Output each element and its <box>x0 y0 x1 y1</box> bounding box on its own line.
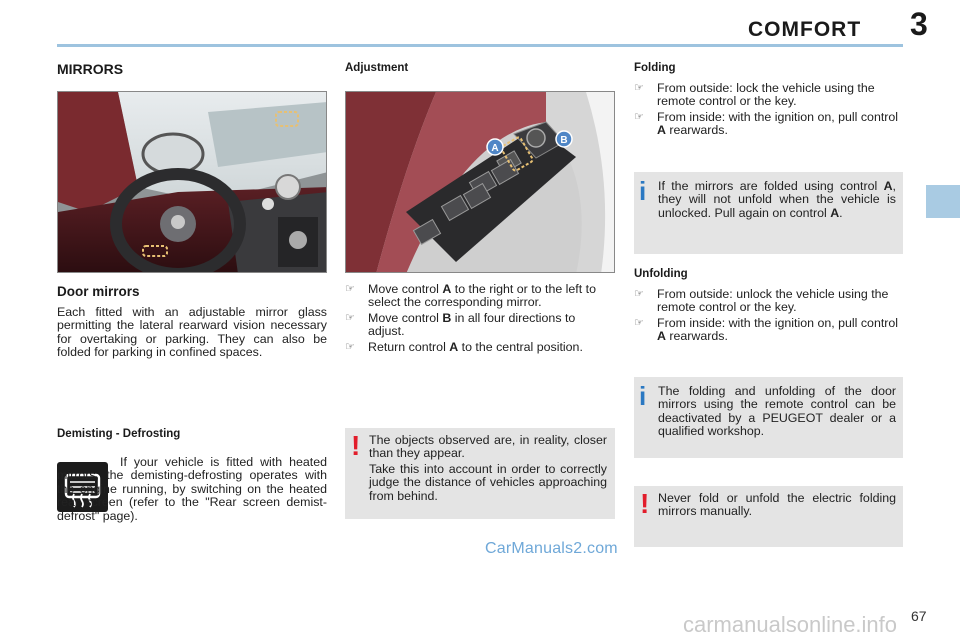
folding-bullet-2 <box>634 111 904 138</box>
bullet-hand-icon: ☞ <box>634 82 644 94</box>
callout-a: A <box>491 143 499 154</box>
door-switch-illustration <box>346 92 615 273</box>
adjust-bullet-3-control: A <box>449 340 459 354</box>
bullet-hand-icon: ☞ <box>634 317 644 329</box>
mirror-controls-photo <box>345 91 615 273</box>
unfolding-bullet-1-text: From outside: unlock the vehicle using the remote control or the key. <box>657 287 889 315</box>
deactivation-info-note <box>634 377 903 458</box>
adjust-bullet-3-post: to the central position. <box>458 340 583 354</box>
footer-watermark: carmanualsonline.info <box>683 612 898 637</box>
folding-bullet-2-post: rearwards. <box>665 123 728 138</box>
folding-bullet-2-control: A <box>657 123 666 138</box>
info1-post: . <box>839 205 843 220</box>
chapter-title: COMFORT <box>748 18 862 41</box>
mirror-distance-warning <box>345 428 615 519</box>
bullet-hand-icon: ☞ <box>345 312 355 324</box>
folding-heading: Folding <box>634 62 676 74</box>
chapter-number: 3 <box>910 6 928 42</box>
adjust-bullet-2 <box>345 312 615 339</box>
demisting-heading: Demisting - Defrosting <box>57 428 181 440</box>
bullet-hand-icon: ☞ <box>634 288 644 300</box>
chapter-tab <box>926 185 960 218</box>
info-icon: i <box>639 381 647 411</box>
unfolding-bullet-2-control: A <box>657 329 666 344</box>
warning-text-2: Take this into account in order to correctly judge the distance of vehicles approaching from behind. <box>369 462 607 503</box>
page-number: 67 <box>911 608 927 624</box>
adjust-bullet-1-control: A <box>442 282 452 296</box>
bullet-hand-icon: ☞ <box>634 111 644 123</box>
adjust-bullet-3 <box>345 341 620 354</box>
section-heading-mirrors: MIRRORS <box>57 61 124 77</box>
adjust-bullet-2-post: in all four directions to adjust. <box>368 311 576 339</box>
adjust-bullet-2-pre: Move control <box>368 311 443 325</box>
info1-control-2: A <box>830 205 840 220</box>
door-mirrors-text: Each fitted with an adjustable mirror glass permitting the lateral rearward vision necessary for overtaking or parking. They can also be folded for parking in confined spaces. <box>57 305 327 360</box>
dashboard-illustration <box>58 92 327 273</box>
callout-b: B <box>560 135 568 146</box>
unfolding-bullet-2 <box>634 317 904 344</box>
manual-fold-warning-text: Never fold or unfold the electric folding mirrors manually. <box>658 491 896 519</box>
unfolding-bullet-2-pre: From inside: with the ignition on, pull control <box>657 316 899 330</box>
dashboard-photo <box>57 91 327 273</box>
folding-info-text <box>658 180 896 220</box>
warning-text-1: The objects observed are, in reality, closer than they appear. <box>369 433 607 461</box>
manual-fold-warning <box>634 486 903 547</box>
adjustment-heading: Adjustment <box>345 62 409 74</box>
adjust-bullet-3-pre: Return control <box>368 340 450 354</box>
deactivation-info-text: The folding and unfolding of the door mirrors using the remote control can be deactivated by a PEUGEOT dealer or a qualified workshop. <box>658 384 896 439</box>
adjust-bullet-1 <box>345 283 615 310</box>
adjust-bullet-2-control: B <box>442 311 452 325</box>
info-icon: i <box>639 176 647 206</box>
door-mirrors-heading: Door mirrors <box>57 284 140 299</box>
info1-pre: If the mirrors are folded using control <box>658 179 884 193</box>
adjust-bullet-1-pre: Move control <box>368 282 443 296</box>
warning-icon: ! <box>351 430 361 461</box>
folding-info-note <box>634 172 903 254</box>
demisting-text: If your vehicle is fitted with heated mirrors, the demisting-defrosting operates with the engine running, by switching on the heated rear screen (refer to the "Rear screen demist-defrost" page). <box>57 455 327 523</box>
folding-bullet-1-text: From outside: lock the vehicle using the remote control or the key. <box>657 81 875 109</box>
bullet-hand-icon: ☞ <box>345 341 355 353</box>
unfolding-heading: Unfolding <box>634 268 688 280</box>
folding-bullet-2-pre: From inside: with the ignition on, pull control <box>657 110 899 124</box>
bullet-hand-icon: ☞ <box>345 283 355 295</box>
watermark-carmanuals2: CarManuals2.com <box>485 540 618 557</box>
header-rule <box>57 44 903 47</box>
unfolding-bullet-1 <box>634 288 904 315</box>
info1-control: A <box>883 179 893 193</box>
folding-bullet-1 <box>634 82 904 109</box>
unfolding-bullet-2-post: rearwards. <box>665 329 728 344</box>
warning-icon: ! <box>640 488 650 519</box>
info1-mid: , they will not unfold when the vehicle is unlocked. Pull again on control <box>658 179 896 220</box>
adjust-bullet-1-post: to the right or to the left to select the corresponding mirror. <box>368 282 596 310</box>
